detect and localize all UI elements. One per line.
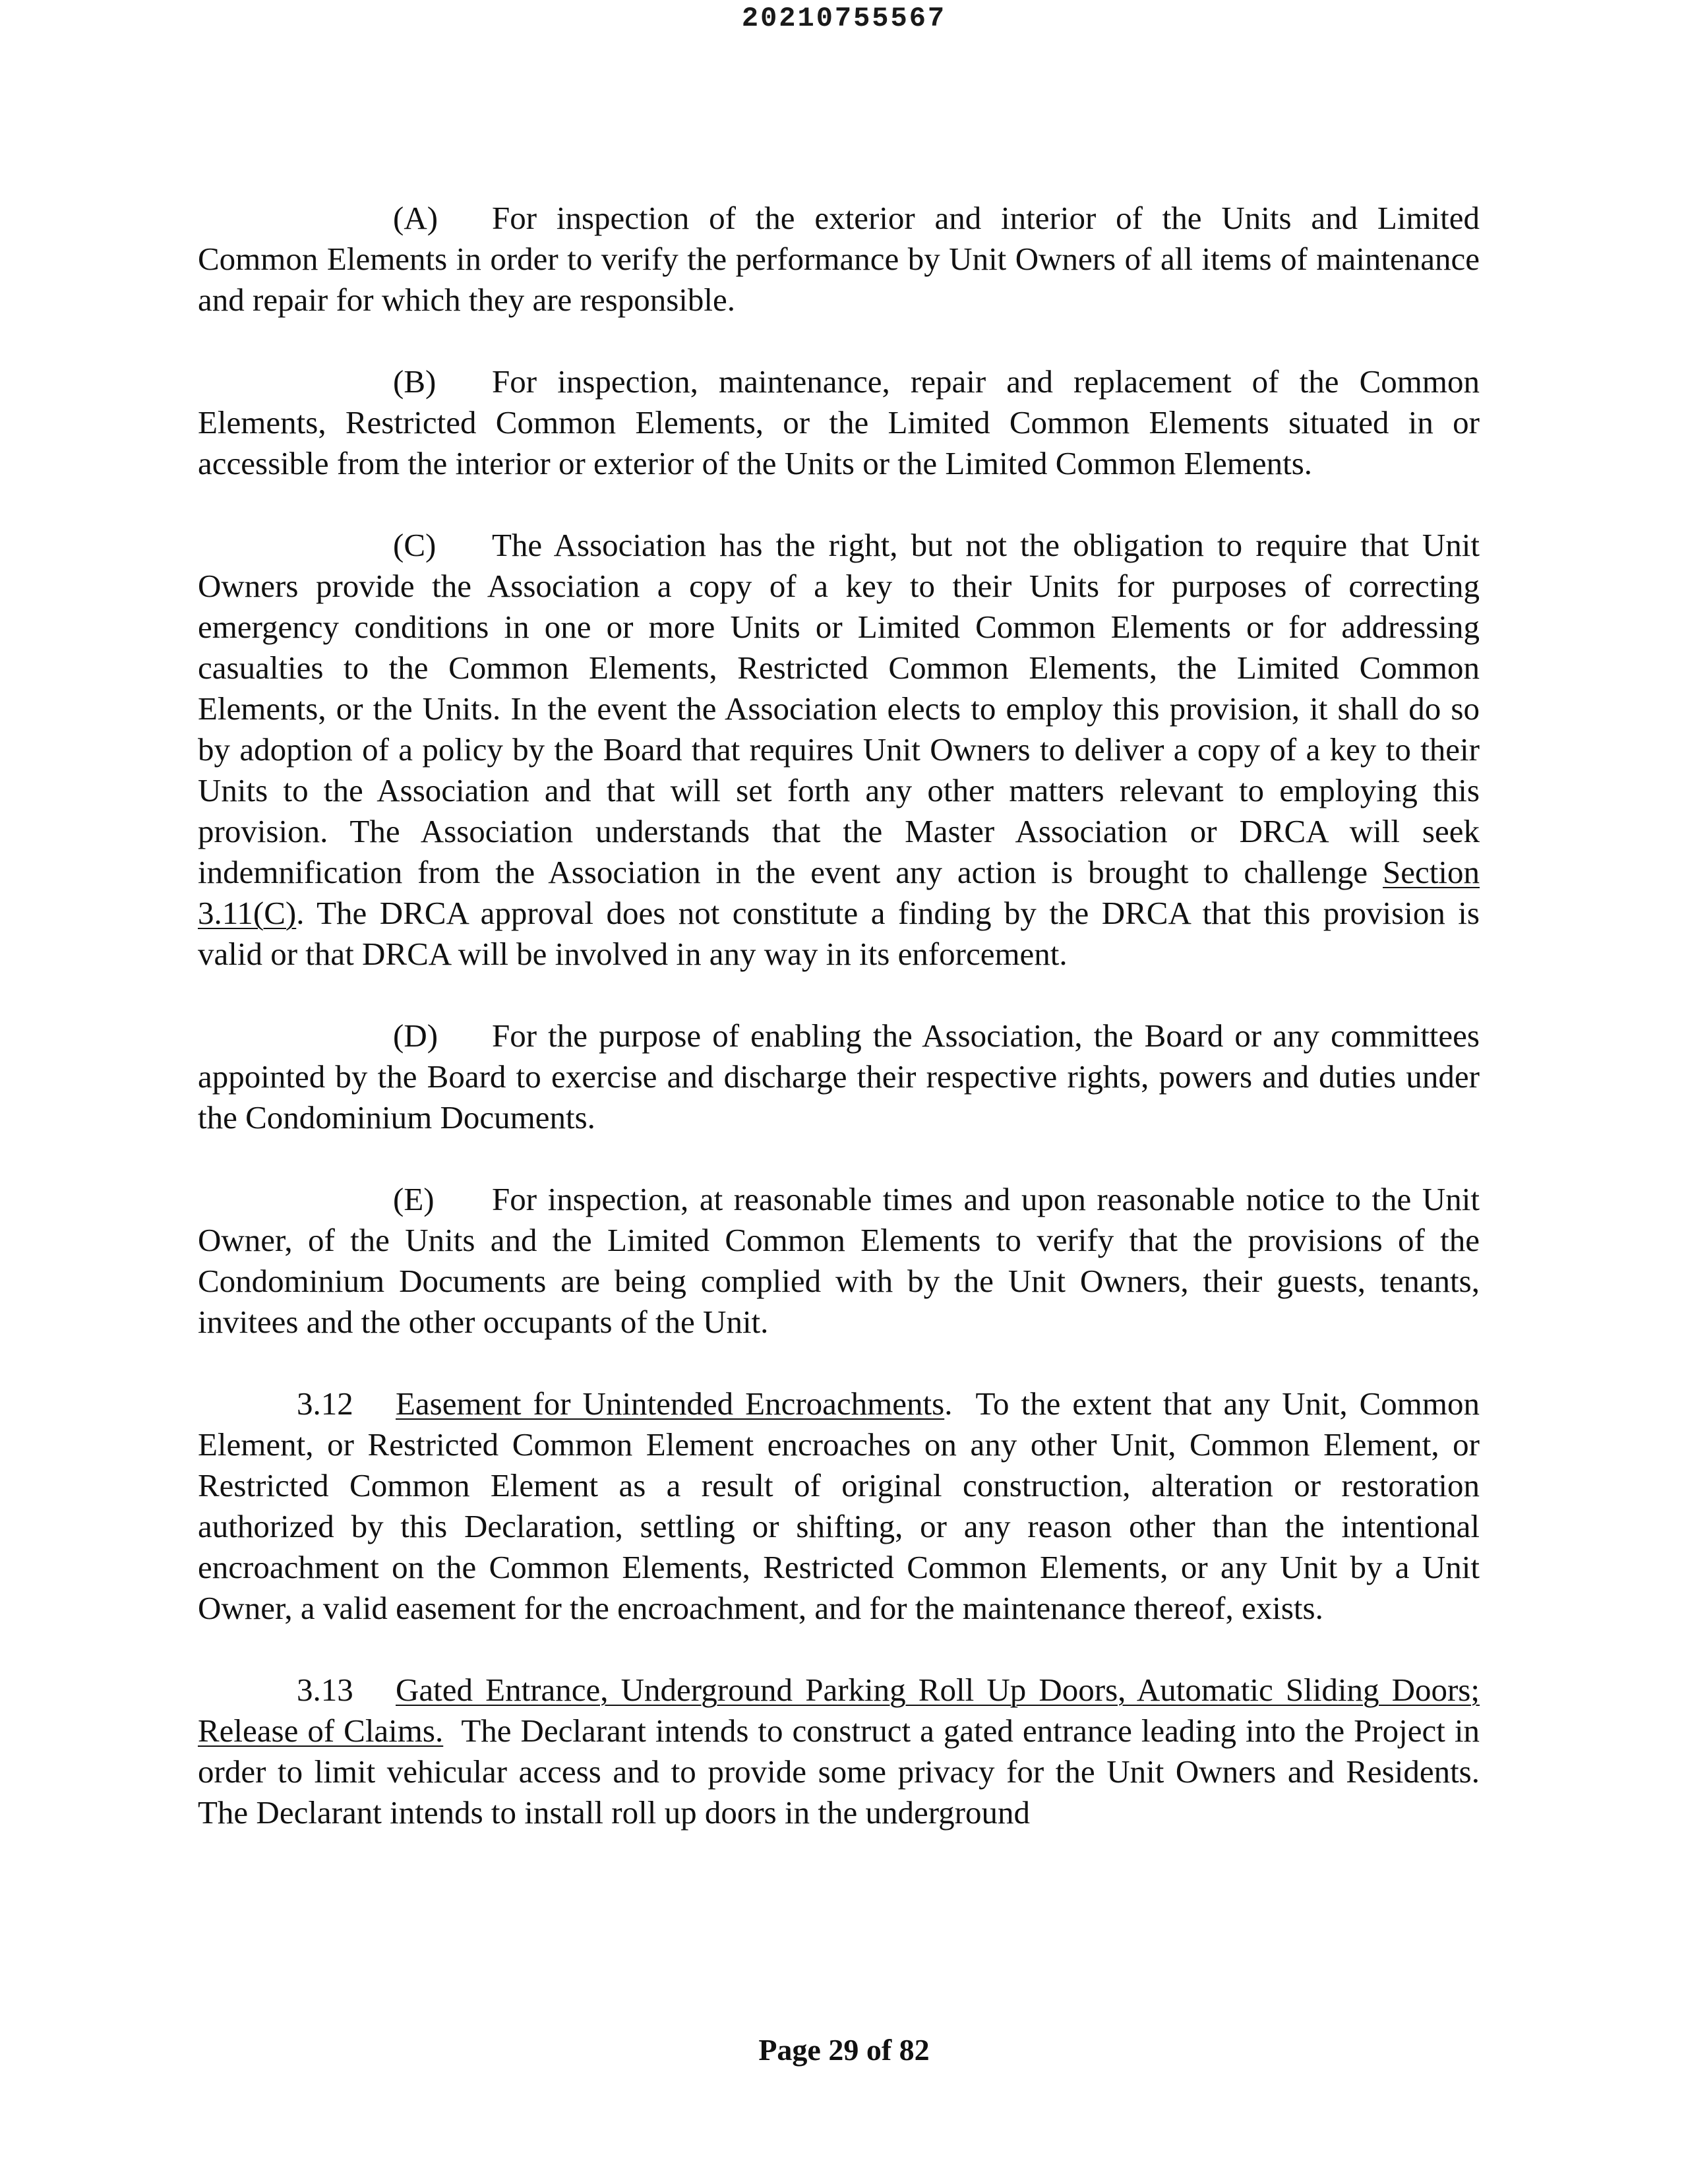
paragraph-label: (B) xyxy=(393,363,437,400)
paragraph-a xyxy=(198,198,1480,320)
section-heading-period: . xyxy=(944,1385,953,1422)
section-heading: Easement for Unintended Encroachments xyxy=(396,1385,945,1422)
section-text: To the extent that any Unit, Common Element, or Restricted Common Element encroaches on any other Unit, Common Element, or Restricted Common Element as a result of original construction, alteration or restoration authorized by this Declaration, settling or shifting, or any reason other than the intentional encroachment on the Common Elements, Restricted Common Elements, or any Unit by a Unit Owner, a valid easement for the encroachment, and for the maintenance thereof, exists. xyxy=(198,1385,1480,1626)
paragraph-text: For inspection of the exterior and interior of the Units and Limited Common Elements in order to verify the performance by Unit Owners of all items of maintenance and repair for which they are responsible. xyxy=(198,200,1480,318)
document-number: 20210755567 xyxy=(741,3,947,34)
paragraph-label: (E) xyxy=(393,1181,435,1217)
document-body xyxy=(198,198,1480,1833)
section-reference-link: Section 3.11(C) xyxy=(198,854,1480,931)
section-heading: Gated Entrance, Underground Parking Roll Up Doors, Automatic Sliding Doors; Release of Claims. xyxy=(198,1672,1480,1749)
paragraph-c xyxy=(198,525,1480,975)
page-number: Page 29 of 82 xyxy=(758,2033,930,2067)
paragraph-text: For the purpose of enabling the Association, the Board or any committees appointed by the Board to exercise and discharge their respective rights, powers and duties under the Condominium Documents. xyxy=(198,1017,1480,1136)
paragraph-d xyxy=(198,1016,1480,1138)
section-number: 3.13 xyxy=(297,1672,353,1708)
paragraph-label: (D) xyxy=(393,1017,438,1054)
paragraph-text: For inspection, maintenance, repair and replacement of the Common Elements, Restricted Common Elements, or the Limited Common Elements situated in or accessible from the interior or exterior of the Units or the Limited Common Elements. xyxy=(198,363,1480,481)
paragraph-b xyxy=(198,361,1480,484)
section-3-13 xyxy=(198,1670,1480,1833)
paragraph-e xyxy=(198,1179,1480,1343)
section-3-12 xyxy=(198,1383,1480,1629)
paragraph-label: (C) xyxy=(393,527,437,563)
paragraph-text-continued: . The DRCA approval does not constitute a finding by the DRCA that this provision is valid or that DRCA will be involved in any way in its enforcement. xyxy=(198,895,1480,972)
paragraph-text: For inspection, at reasonable times and upon reasonable notice to the Unit Owner, of the Units and the Limited Common Elements to verify that the provisions of the Condominium Documents are being complied with by the Unit Owners, their guests, tenants, invitees and the other occupants of the Unit. xyxy=(198,1181,1480,1340)
paragraph-label: (A) xyxy=(393,200,438,236)
section-number: 3.12 xyxy=(297,1385,353,1422)
paragraph-text: The Association has the right, but not the obligation to require that Unit Owners provide the Association a copy of a key to their Units for purposes of correcting emergency conditions in one or more Units or Limited Common Elements or for addressing casualties to the Common Elements, Restricted Common Elements, the Limited Common Elements, or the Units. In the event the Association elects to employ this provision, it shall do so by adoption of a policy by the Board that requires Unit Owners to deliver a copy of a key to their Units to the Association and that will set forth any other matters relevant to employing this provision. The Association understands that the Master Association or DRCA will seek indemnification from the Association in the event any action is brought to challenge xyxy=(198,527,1480,890)
section-text: The Declarant intends to construct a gated entrance leading into the Project in order to limit vehicular access and to provide some privacy for the Unit Owners and Residents. The Declarant intends to install roll up doors in the underground xyxy=(198,1713,1480,1831)
